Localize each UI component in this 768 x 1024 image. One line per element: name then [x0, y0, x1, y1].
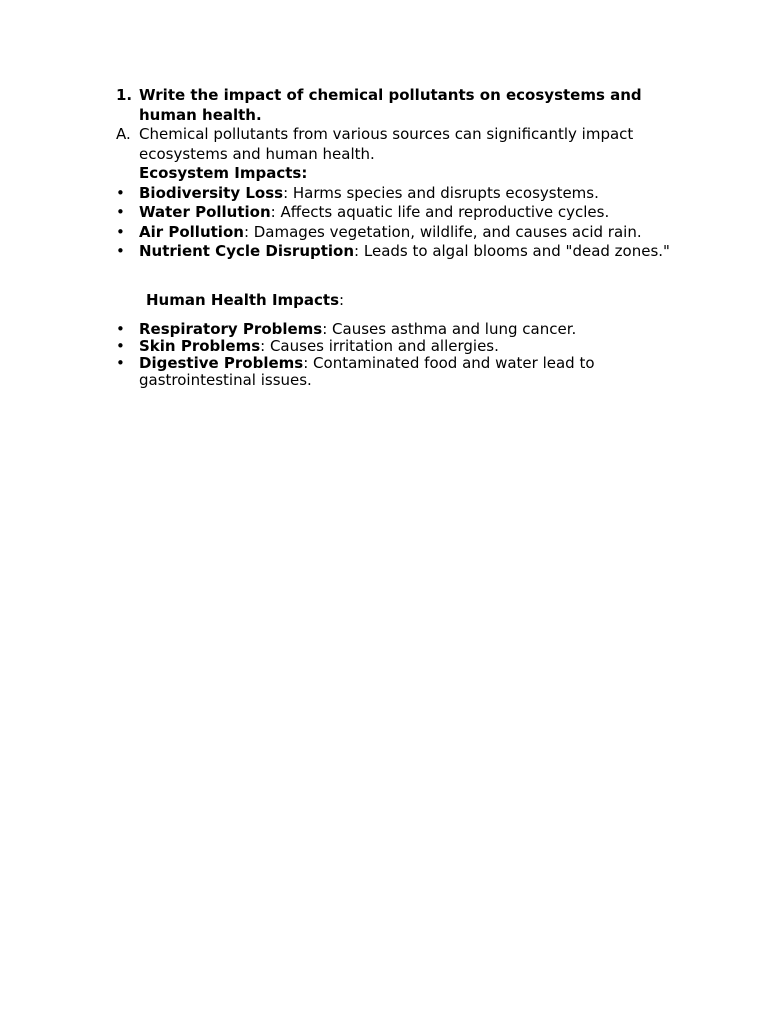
question-text: Write the impact of chemical pollutants on ecosystems and human health. — [139, 86, 642, 124]
item-desc: : Causes irritation and allergies. — [260, 337, 499, 355]
question-number: 1. — [116, 86, 133, 104]
bullet-icon: • — [116, 354, 125, 372]
item-term: Digestive Problems — [139, 354, 304, 372]
item-desc: : Damages vegetation, wildlife, and causes acid rain. — [243, 223, 642, 241]
item-term: Water Pollution — [139, 203, 271, 221]
item-term: Skin Problems — [139, 337, 261, 355]
health-list-item — [116, 321, 676, 338]
item-term: Air Pollution — [139, 223, 244, 241]
bullet-icon: • — [116, 203, 125, 221]
ecosystem-list-item — [116, 242, 676, 262]
answer-intro: Chemical pollutants from various sources can significantly impact ecosystems and human health. — [139, 125, 634, 163]
item-desc: : Causes asthma and lung cancer. — [322, 320, 577, 338]
ecosystem-list-item — [116, 184, 676, 204]
question-item — [116, 86, 676, 125]
item-desc: : Leads to algal blooms and "dead zones." — [354, 242, 670, 260]
ecosystem-heading-row — [116, 164, 676, 184]
bullet-icon: • — [116, 223, 125, 241]
health-heading: Human Health Impacts — [146, 291, 340, 309]
item-term: Biodiversity Loss — [139, 184, 284, 202]
bullet-icon: • — [116, 337, 125, 355]
health-list-item — [116, 355, 676, 389]
item-desc: : Affects aquatic life and reproductive cycles. — [270, 203, 610, 221]
item-desc: : Harms species and disrupts ecosystems. — [283, 184, 599, 202]
answer-item — [116, 125, 676, 164]
health-heading-suffix: : — [339, 291, 345, 309]
ecosystem-list-item — [116, 223, 676, 243]
health-list-item — [116, 338, 676, 355]
bullet-icon: • — [116, 184, 125, 202]
bullet-icon: • — [116, 242, 125, 260]
item-term: Nutrient Cycle Disruption — [139, 242, 355, 260]
bullet-icon: • — [116, 320, 125, 338]
ecosystem-heading: Ecosystem Impacts: — [139, 164, 308, 182]
item-term: Respiratory Problems — [139, 320, 323, 338]
item-desc: : Contaminated food and water lead to gastrointestinal issues. — [139, 354, 595, 389]
ecosystem-list-item — [116, 203, 676, 223]
health-heading-row — [146, 291, 706, 311]
answer-marker: A. — [116, 125, 131, 143]
